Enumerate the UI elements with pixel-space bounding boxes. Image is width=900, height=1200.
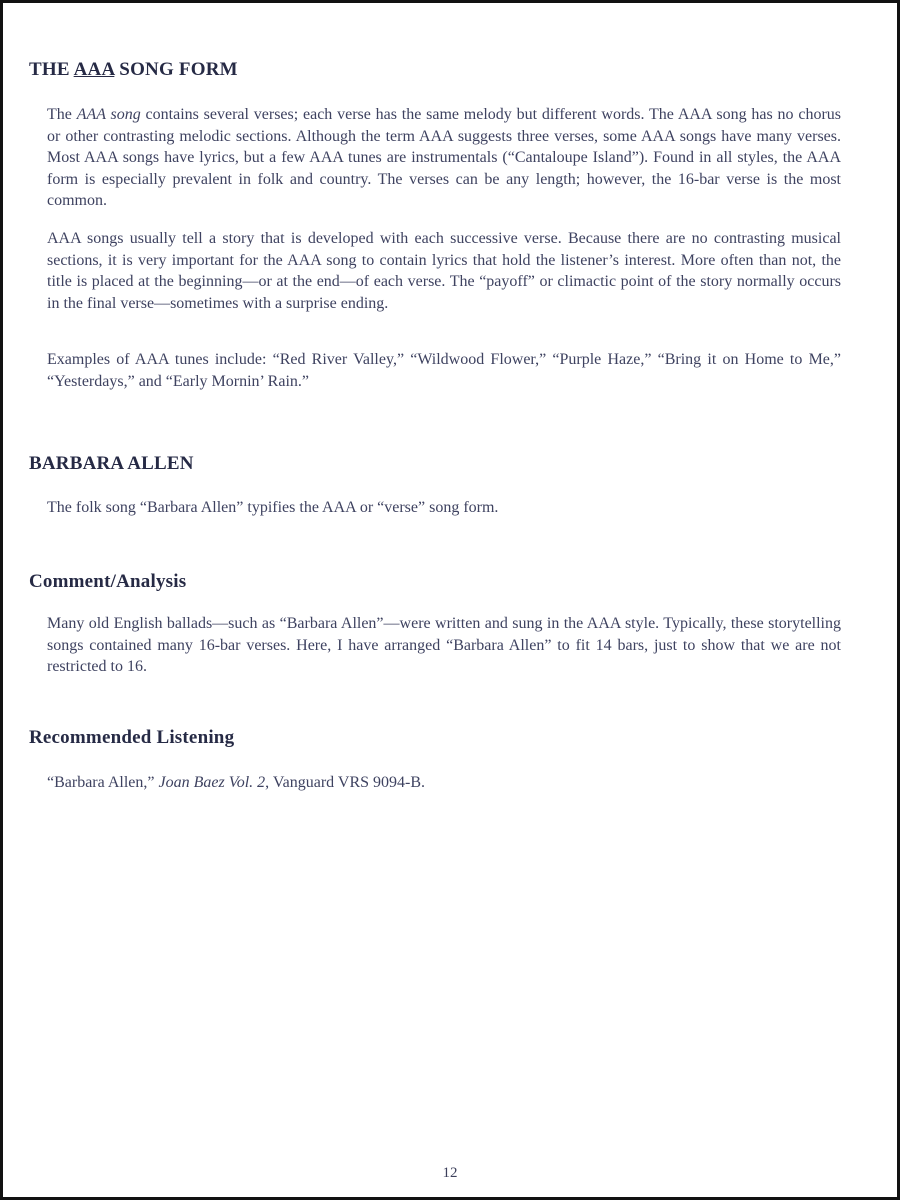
section-heading-barbara-allen: BARBARA ALLEN [29, 453, 194, 474]
page-number: 12 [442, 1165, 458, 1181]
paragraph-comment-analysis: Many old English ballads—such as “Barbara Allen”—were written and sung in the AAA style. Typically, these storytelling songs contained many 16-bar verses. Here, I have arranged “Barbara Allen” to fit 14 bars, just to show that we are not restricted to 16. [47, 615, 841, 676]
paragraph-text: contains several verses; each verse has the same melody but different words. The AAA song has no chorus or other contrasting melodic sections. Although the term AAA suggests three verses, some AAA songs have many verses. Most AAA songs have lyrics, but a few AAA tunes are instrumentals (“Cantaloupe Island”). Found in all styles, the AAA form is especially prevalent in folk and country. The verses can be any length; however, the 16-bar verse is the most common. [47, 106, 842, 210]
italic-album-title: Joan Baez Vol. 2 [158, 774, 266, 791]
paragraph-barbara-allen: The folk song “Barbara Allen” typifies the AAA or “verse” song form. [47, 499, 499, 516]
paragraph-recommended-listening [47, 772, 841, 794]
paragraph-aaa-story: AAA songs usually tell a story that is developed with each successive verse. Because there are no contrasting musical sections, it is very important for the AAA song to contain lyrics that hold the listener’s interest. More often than not, the title is placed at the beginning—or at the end—of each verse. The “payoff” or climactic point of the story normally occurs in the final verse—sometimes with a surprise ending. [47, 230, 841, 312]
italic-term: AAA song [76, 106, 141, 123]
paragraph-text: , Vanguard VRS 9094-B. [265, 774, 426, 791]
heading-text-pre: THE [29, 59, 74, 80]
heading-text-underlined: AAA [73, 59, 115, 80]
heading-text-post: SONG FORM [114, 59, 238, 80]
paragraph-text: “Barbara Allen,” [47, 774, 159, 791]
section-heading-comment-analysis: Comment/Analysis [29, 571, 187, 592]
paragraph-text: The [47, 106, 77, 123]
section-heading-aaa-song-form [29, 59, 238, 81]
paragraph-aaa-definition [47, 104, 841, 212]
paragraph-aaa-examples: Examples of AAA tunes include: “Red River Valley,” “Wildwood Flower,” “Purple Haze,” “Bring it on Home to Me,” “Yesterdays,” and “Early Mornin’ Rain.” [47, 351, 841, 390]
section-heading-recommended-listening: Recommended Listening [29, 727, 235, 748]
